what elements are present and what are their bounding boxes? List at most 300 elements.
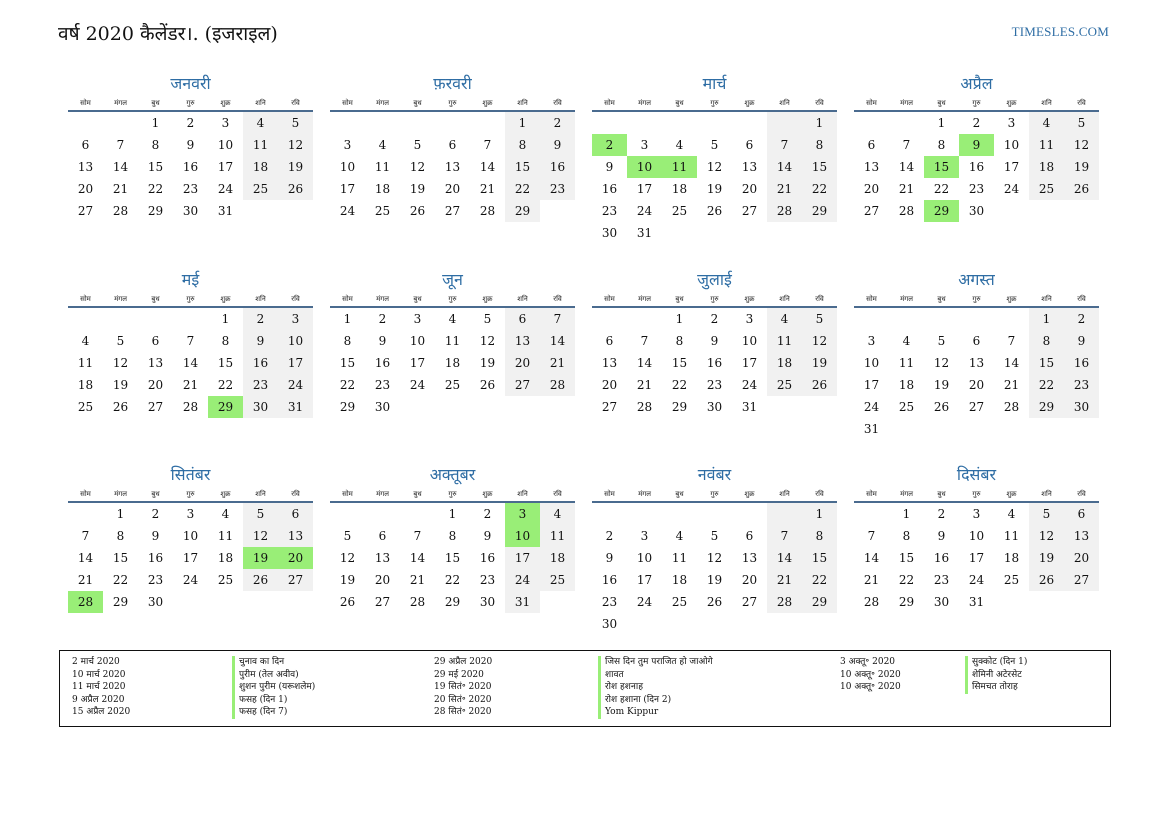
day-cell: 3: [867, 334, 876, 348]
day-cell: 20: [444, 182, 461, 196]
weekday-label: शुक्र: [220, 295, 231, 303]
weekday-label: सोम: [866, 99, 877, 107]
weekday-header: [68, 292, 313, 308]
empty-cell: [732, 222, 767, 244]
weekday-label: गुरु: [972, 99, 981, 107]
day-cell: 23: [706, 378, 723, 392]
day-cell: 27: [1064, 569, 1099, 591]
day-cell: 24: [217, 182, 234, 196]
weekday-label: मंगल: [900, 295, 913, 303]
day-cell: 23: [933, 573, 950, 587]
weekday-label: रवि: [553, 295, 562, 303]
day-cell: 10: [339, 160, 356, 174]
weekday-label: शुक्र: [482, 490, 493, 498]
day-cell: 12: [1064, 134, 1099, 156]
day-cell: 1: [675, 312, 684, 326]
day-cell: 16: [374, 356, 391, 370]
empty-cell: [767, 222, 802, 244]
day-cell: 1: [151, 116, 160, 130]
day-cell: 9: [243, 330, 278, 352]
weekday-label: मंगल: [114, 490, 127, 498]
weekday-label: गुरु: [710, 295, 719, 303]
empty-cell: [68, 503, 103, 525]
day-cell: 1: [221, 312, 230, 326]
empty-cell: [400, 503, 435, 525]
empty-cell: [662, 503, 697, 525]
weekday-label: शुक्र: [482, 99, 493, 107]
day-cell: 15: [1029, 352, 1064, 374]
day-cell: 9: [937, 529, 946, 543]
day-cell: 18: [77, 378, 94, 392]
weekday-label: शनि: [255, 99, 266, 107]
weekday-label: रवि: [1077, 295, 1086, 303]
day-cell: 8: [116, 529, 125, 543]
weekday-label: सोम: [604, 295, 615, 303]
day-cell: 7: [81, 529, 90, 543]
day-cell: 17: [217, 160, 234, 174]
day-cell: 5: [710, 138, 719, 152]
legend-dates-1: [72, 656, 130, 719]
day-cell: 27: [77, 204, 94, 218]
day-cell: 25: [540, 569, 575, 591]
day-cell: 22: [444, 573, 461, 587]
day-cell: 21: [112, 182, 129, 196]
day-cell: 14: [540, 330, 575, 352]
weekday-label: गुरु: [186, 490, 195, 498]
day-cell: 6: [605, 334, 614, 348]
day-cell: 1: [1029, 308, 1064, 330]
month-block: [68, 268, 313, 418]
day-cell: 26: [706, 595, 723, 609]
empty-cell: [330, 112, 365, 134]
day-cell: 10: [182, 529, 199, 543]
empty-cell: [68, 308, 103, 330]
day-cell: 22: [802, 569, 837, 591]
day-cell: 1: [505, 112, 540, 134]
day-cell: 13: [505, 330, 540, 352]
empty-cell: [173, 591, 208, 613]
empty-cell: [662, 222, 697, 244]
day-cell: 6: [81, 138, 90, 152]
day-cell: 25: [77, 400, 94, 414]
day-cell: 29: [802, 200, 837, 222]
day-cell: 4: [1029, 112, 1064, 134]
day-cell: 30: [182, 204, 199, 218]
day-cell: 3: [413, 312, 422, 326]
day-cell: 19: [1029, 547, 1064, 569]
day-cell: 11: [1003, 529, 1020, 543]
day-cell: 19: [278, 156, 313, 178]
day-cell: 27: [278, 569, 313, 591]
day-cell: 15: [217, 356, 234, 370]
day-cell: 30: [147, 595, 164, 609]
site-link[interactable]: TIMESLES.COM: [1011, 24, 1109, 39]
empty-cell: [767, 396, 802, 418]
empty-cell: [889, 112, 924, 134]
day-cell: 12: [706, 160, 723, 174]
day-cell: 4: [448, 312, 457, 326]
day-cell: 13: [374, 551, 391, 565]
day-grid: [330, 308, 575, 418]
weekday-header: [592, 487, 837, 503]
month-block: [592, 463, 837, 635]
weekday-label: रवि: [291, 99, 300, 107]
weekday-label: रवि: [553, 490, 562, 498]
month-block: [592, 268, 837, 418]
day-cell: 28: [767, 200, 802, 222]
day-cell: 21: [863, 573, 880, 587]
weekday-label: शनि: [255, 295, 266, 303]
day-cell: 30: [601, 226, 618, 240]
empty-cell: [1064, 591, 1099, 613]
empty-cell: [627, 613, 662, 635]
day-cell: 2: [710, 312, 719, 326]
legend-holiday-name: चुनाव का दिन: [232, 656, 315, 669]
legend-date: 10 अक्तू॰ 2020: [840, 669, 901, 680]
day-cell: 21: [409, 573, 426, 587]
weekday-label: सोम: [342, 295, 353, 303]
day-cell: 23: [601, 204, 618, 218]
day-cell: 17: [968, 551, 985, 565]
day-cell: 26: [479, 378, 496, 392]
day-cell: 5: [243, 503, 278, 525]
legend-names-1: [232, 656, 315, 719]
day-cell: 31: [741, 400, 758, 414]
day-cell: 5: [343, 529, 352, 543]
day-cell: 26: [802, 374, 837, 396]
weekday-label: शनि: [255, 490, 266, 498]
legend-date: 15 अप्रैल 2020: [72, 707, 131, 717]
day-cell: 26: [706, 204, 723, 218]
day-cell: 16: [540, 156, 575, 178]
day-cell: 14: [863, 551, 880, 565]
month-name: मार्च: [702, 74, 727, 93]
empty-cell: [662, 613, 697, 635]
day-grid: [68, 308, 313, 418]
day-cell: 28: [540, 374, 575, 396]
empty-cell: [103, 308, 138, 330]
weekday-label: शुक्र: [1006, 99, 1017, 107]
day-cell: 8: [221, 334, 230, 348]
legend-holiday-name: रोश हशाना (दिन 2): [598, 694, 713, 707]
month-block: [854, 72, 1099, 222]
day-cell: 27: [968, 400, 985, 414]
day-cell: 2: [605, 529, 614, 543]
day-cell: 13: [278, 525, 313, 547]
day-cell: 18: [217, 551, 234, 565]
day-cell: 6: [867, 138, 876, 152]
legend-names-3: [965, 656, 1027, 694]
day-cell: 22: [147, 182, 164, 196]
day-cell: 1: [116, 507, 125, 521]
day-cell: 12: [409, 160, 426, 174]
day-cell: 2: [151, 507, 160, 521]
day-cell: 12: [479, 334, 496, 348]
day-cell: 17: [505, 547, 540, 569]
day-cell: 8: [505, 134, 540, 156]
weekday-label: सोम: [80, 99, 91, 107]
day-cell: 28: [1003, 400, 1020, 414]
empty-cell: [592, 308, 627, 330]
day-cell: 9: [186, 138, 195, 152]
empty-cell: [243, 200, 278, 222]
empty-cell: [802, 396, 837, 418]
day-cell: 27: [863, 204, 880, 218]
legend-date: 2 मार्च 2020: [72, 657, 120, 667]
day-cell: 9: [959, 134, 994, 156]
day-cell: 12: [112, 356, 129, 370]
legend-date: 3 अक्तू॰ 2020: [840, 657, 896, 667]
day-cell: 4: [378, 138, 387, 152]
weekday-label: रवि: [553, 99, 562, 107]
day-cell: 25: [374, 204, 391, 218]
day-cell: 10: [863, 356, 880, 370]
day-cell: 3: [186, 507, 195, 521]
weekday-label: मंगल: [376, 490, 389, 498]
day-cell: 23: [601, 595, 618, 609]
day-cell: 13: [147, 356, 164, 370]
weekday-label: सोम: [80, 490, 91, 498]
day-cell: 8: [675, 334, 684, 348]
empty-cell: [732, 112, 767, 134]
weekday-label: शनि: [517, 490, 528, 498]
weekday-label: शनि: [1041, 99, 1052, 107]
day-cell: 10: [968, 529, 985, 543]
day-cell: 18: [540, 547, 575, 569]
month-block: [854, 268, 1099, 440]
day-cell: 5: [937, 334, 946, 348]
day-cell: 15: [339, 356, 356, 370]
weekday-label: बुध: [675, 490, 684, 498]
weekday-label: बुध: [937, 490, 946, 498]
day-cell: 2: [483, 507, 492, 521]
day-cell: 23: [243, 374, 278, 396]
empty-cell: [697, 503, 732, 525]
day-cell: 24: [1003, 182, 1020, 196]
day-cell: 21: [767, 178, 802, 200]
day-cell: 28: [112, 204, 129, 218]
day-cell: 5: [278, 112, 313, 134]
day-cell: 25: [217, 573, 234, 587]
day-cell: 8: [902, 529, 911, 543]
day-cell: 15: [898, 551, 915, 565]
weekday-header: [854, 292, 1099, 308]
day-cell: 4: [540, 503, 575, 525]
day-cell: 29: [147, 204, 164, 218]
day-cell: 15: [505, 156, 540, 178]
day-cell: 2: [243, 308, 278, 330]
day-cell: 11: [540, 525, 575, 547]
weekday-label: सोम: [866, 295, 877, 303]
empty-cell: [767, 613, 802, 635]
day-cell: 19: [112, 378, 129, 392]
weekday-label: शनि: [517, 295, 528, 303]
day-cell: 1: [448, 507, 457, 521]
day-cell: 6: [745, 529, 754, 543]
day-cell: 30: [479, 595, 496, 609]
day-cell: 17: [409, 356, 426, 370]
day-cell: 30: [968, 204, 985, 218]
day-cell: 20: [77, 182, 94, 196]
day-cell: 14: [1003, 356, 1020, 370]
year-calendar: [68, 72, 1102, 642]
day-cell: 3: [343, 138, 352, 152]
legend-holiday-name: शेमिनी अटेरसेट: [965, 669, 1027, 682]
empty-cell: [365, 112, 400, 134]
weekday-header: [68, 96, 313, 112]
legend-holiday-name: Yom Kippur: [598, 706, 713, 719]
weekday-header: [854, 487, 1099, 503]
empty-cell: [173, 308, 208, 330]
weekday-label: शनि: [1041, 295, 1052, 303]
day-cell: 17: [636, 573, 653, 587]
day-cell: 26: [933, 400, 950, 414]
empty-cell: [505, 396, 540, 418]
day-cell: 10: [636, 551, 653, 565]
weekday-label: रवि: [815, 295, 824, 303]
day-cell: 7: [767, 525, 802, 547]
empty-cell: [365, 503, 400, 525]
day-cell: 28: [68, 591, 103, 613]
day-cell: 12: [339, 551, 356, 565]
day-cell: 23: [540, 178, 575, 200]
empty-cell: [697, 112, 732, 134]
day-cell: 20: [374, 573, 391, 587]
day-cell: 19: [243, 547, 278, 569]
day-cell: 16: [182, 160, 199, 174]
day-cell: 7: [116, 138, 125, 152]
legend-date: 9 अप्रैल 2020: [72, 694, 125, 705]
day-cell: 13: [968, 356, 985, 370]
day-cell: 26: [243, 569, 278, 591]
legend-date: 20 सितं॰ 2020: [434, 694, 492, 705]
day-cell: 10: [1003, 138, 1020, 152]
day-grid: [854, 308, 1099, 440]
day-cell: 26: [339, 595, 356, 609]
day-cell: 22: [671, 378, 688, 392]
day-cell: 15: [671, 356, 688, 370]
day-cell: 14: [767, 156, 802, 178]
day-grid: [68, 503, 313, 613]
day-cell: 22: [802, 178, 837, 200]
day-cell: 13: [741, 551, 758, 565]
day-cell: 15: [802, 156, 837, 178]
day-cell: 28: [182, 400, 199, 414]
weekday-label: शनि: [1041, 490, 1052, 498]
day-cell: 24: [741, 378, 758, 392]
day-cell: 6: [972, 334, 981, 348]
weekday-label: मंगल: [638, 99, 651, 107]
day-cell: 5: [483, 312, 492, 326]
day-cell: 4: [767, 308, 802, 330]
day-cell: 27: [741, 204, 758, 218]
day-cell: 8: [802, 525, 837, 547]
day-cell: 6: [378, 529, 387, 543]
day-cell: 12: [933, 356, 950, 370]
day-cell: 20: [278, 547, 313, 569]
day-cell: 14: [636, 356, 653, 370]
empty-cell: [330, 503, 365, 525]
day-cell: 12: [1029, 525, 1064, 547]
weekday-label: रवि: [815, 99, 824, 107]
empty-cell: [627, 112, 662, 134]
day-cell: 26: [278, 178, 313, 200]
day-cell: 30: [374, 400, 391, 414]
day-cell: 23: [1064, 374, 1099, 396]
day-cell: 30: [1064, 396, 1099, 418]
weekday-label: मंगल: [638, 295, 651, 303]
day-cell: 21: [77, 573, 94, 587]
day-cell: 22: [339, 378, 356, 392]
day-cell: 7: [1007, 334, 1016, 348]
month-block: [592, 72, 837, 244]
empty-cell: [767, 112, 802, 134]
empty-cell: [802, 222, 837, 244]
day-cell: 20: [968, 378, 985, 392]
legend-date: 11 मार्च 2020: [72, 682, 126, 692]
page-title: वर्ष 2020 कैलेंडर।. (इजराइल): [58, 23, 278, 45]
legend-date: 10 अक्तू॰ 2020: [840, 682, 901, 692]
month-block: [68, 463, 313, 613]
day-cell: 4: [221, 507, 230, 521]
day-cell: 26: [112, 400, 129, 414]
day-cell: 6: [1064, 503, 1099, 525]
weekday-label: गुरु: [186, 295, 195, 303]
day-cell: 22: [933, 182, 950, 196]
day-cell: 3: [972, 507, 981, 521]
day-cell: 15: [924, 156, 959, 178]
empty-cell: [767, 503, 802, 525]
legend-dates-3: [840, 656, 901, 694]
empty-cell: [470, 396, 505, 418]
day-cell: 12: [243, 525, 278, 547]
day-cell: 3: [640, 138, 649, 152]
day-cell: 7: [413, 529, 422, 543]
day-cell: 7: [867, 529, 876, 543]
day-cell: 9: [605, 551, 614, 565]
day-cell: 21: [182, 378, 199, 392]
day-cell: 31: [217, 204, 234, 218]
day-cell: 26: [1064, 178, 1099, 200]
month-block: [68, 72, 313, 222]
day-cell: 27: [601, 400, 618, 414]
day-cell: 10: [505, 525, 540, 547]
month-name: अप्रैल: [960, 74, 993, 93]
day-cell: 12: [802, 330, 837, 352]
weekday-label: शुक्र: [744, 99, 755, 107]
weekday-label: गुरु: [448, 295, 457, 303]
day-cell: 6: [448, 138, 457, 152]
weekday-label: सोम: [342, 490, 353, 498]
day-cell: 19: [479, 356, 496, 370]
day-cell: 24: [339, 204, 356, 218]
weekday-label: गुरु: [448, 490, 457, 498]
day-cell: 26: [1029, 569, 1064, 591]
day-cell: 24: [278, 374, 313, 396]
day-cell: 14: [898, 160, 915, 174]
day-cell: 6: [505, 308, 540, 330]
day-cell: 5: [802, 308, 837, 330]
day-cell: 25: [1003, 573, 1020, 587]
day-cell: 19: [802, 352, 837, 374]
legend-date: 19 सितं॰ 2020: [434, 682, 492, 692]
month-name: जनवरी: [170, 74, 211, 93]
weekday-label: सोम: [866, 490, 877, 498]
day-cell: 22: [505, 178, 540, 200]
empty-cell: [627, 308, 662, 330]
day-cell: 2: [540, 112, 575, 134]
day-cell: 29: [112, 595, 129, 609]
